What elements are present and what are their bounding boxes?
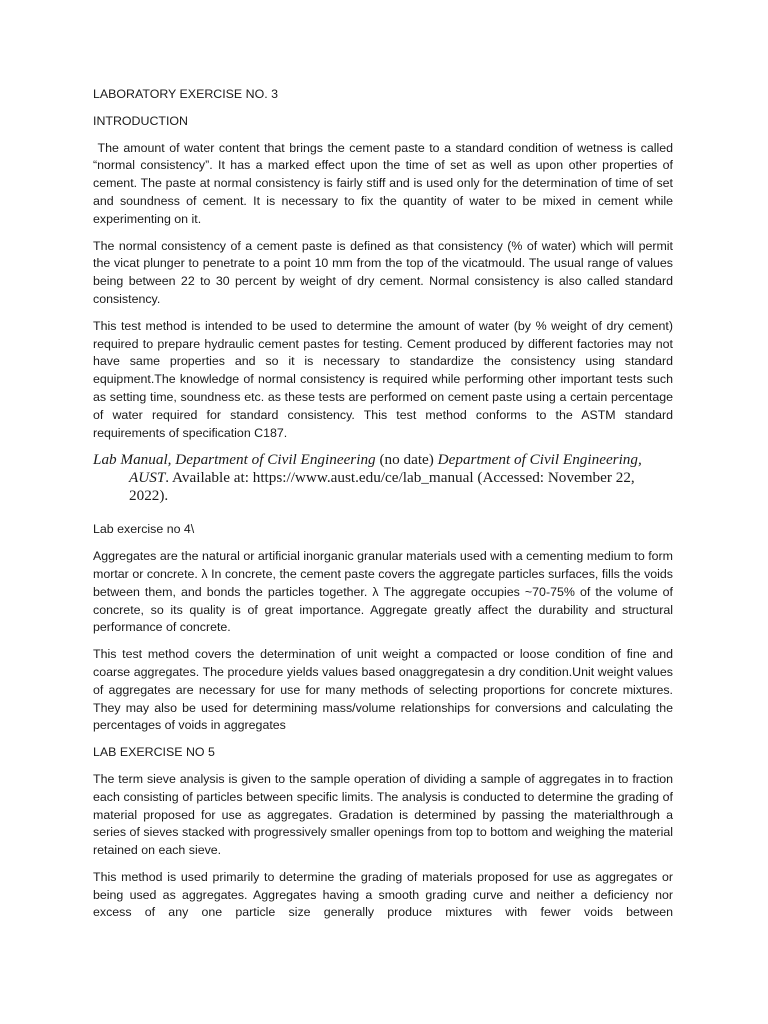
paragraph-sieve-analysis: The term sieve analysis is given to the sample operation of dividing a sample of aggregates in to fraction each consisting of particles between specific limits. The analysis is conducted to determine the grading of material proposed for use as aggregates. Gradation is determined by passing the materialthrough a series of sieves stacked with progressively smaller openings from top to bottom and weighing the material retained on each sieve. [93,771,673,858]
citation-reference [93,451,673,505]
introduction-heading: INTRODUCTION [93,113,188,128]
exercise-4-heading: Lab exercise no 4\ [93,522,195,537]
citation-source: Department of Civil Engineering, AUST [129,451,642,487]
citation-date: (no date) [375,451,438,469]
paragraph-test-method: This test method is intended to be used to determine the amount of water (by % weight of dry cement) required to prepare hydraulic cement pastes for testing. Cement produced by different factories may not have same properties and so it is necessary to standardize the consistency using standard equipment.The knowledge of normal consistency is required while performing other important tests such as setting time, soundness etc. as these tests are performed on cement paste using a certain percentage of water required for standard consistency. This test method conforms to the ASTM standard requirements of specification C187. [93,318,673,440]
citation-title: Lab Manual, Department of Civil Engineering [93,451,376,469]
paragraph-unit-weight: This test method covers the determination of unit weight a compacted or loose condition of fine and coarse aggregates. The procedure yields values based onaggregatesin a dry condition.Unit weight values of aggregates are necessary for use for many methods of selecting proportions for concrete mixtures. They may also be used for determining mass/volume relationships for conversions and calculating the percentages of voids in aggregates [93,647,673,733]
exercise-5-heading: LAB EXERCISE NO 5 [93,745,215,760]
paragraph-aggregates: Aggregates are the natural or artificial inorganic granular materials used with a cementing medium to form mortar or concrete. λ In concrete, the cement paste covers the aggregate particles surfaces, fills the voids between them, and bonds the particles together. λ The aggregate occupies ~70-75% of the volume of concrete, so its quality is of great importance. Aggregate greatly affect the durability and structural performance of concrete. [93,549,673,635]
citation-availability: . Available at: https://www.aust.edu/ce/lab_manual (Accessed: November 22, 2022). [129,469,635,505]
paragraph-grading: This method is used primarily to determine the grading of materials proposed for use as aggregates or being used as aggregates. Aggregates having a smooth grading curve and neither a deficiency nor excess of any one particle size generally produce mixtures with fewer voids between [93,869,673,920]
exercise-3-heading: LABORATORY EXERCISE NO. 3 [93,87,279,101]
paragraph-definition: The normal consistency of a cement paste is defined as that consistency (% of water) which will permit the vicat plunger to penetrate to a point 10 mm from the top of the vicatmould. The usual range of values being between 22 to 30 percent by weight of dry cement. Normal consistency is also called standard consistency. [93,238,673,306]
paragraph-normal-consistency: The amount of water content that brings the cement paste to a standard condition of wetness is called “normal consistency”. It has a marked effect upon the time of set as well as upon other properties of cement. The paste at normal consistency is fairly stiff and is used only for the determination of time of set and soundness of cement. It is necessary to fix the quantity of water to be mixed in cement while experimenting on it. [93,140,677,226]
document-page [93,86,677,931]
